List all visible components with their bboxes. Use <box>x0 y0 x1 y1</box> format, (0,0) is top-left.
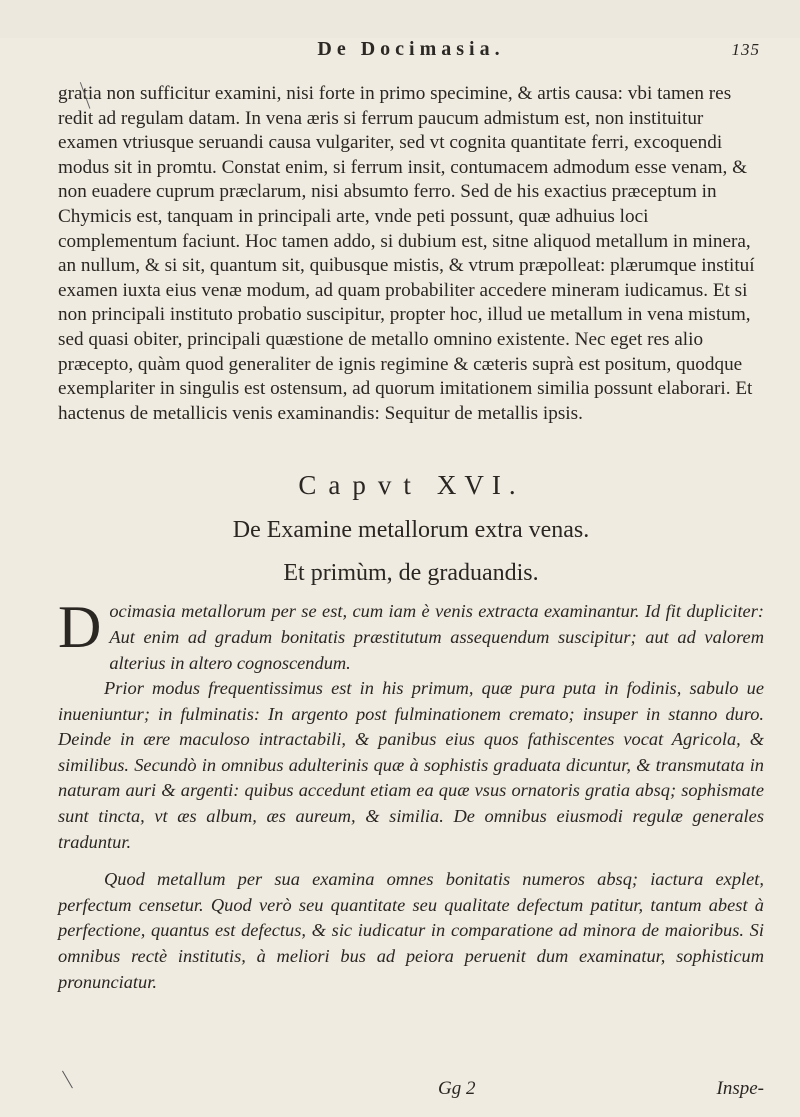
body-text <box>58 82 764 426</box>
page-number: 135 <box>731 40 760 59</box>
book-page <box>0 38 800 1117</box>
chapter-heading <box>58 470 764 501</box>
italic-paragraph-first <box>58 594 764 676</box>
italic-paragraph-text: ocimasia metallorum per se est, cum iam è venis extracta examinantur. Id fit dupliciter: Aut enim ad gradum bonitatis præstitutum assequendum suscipitur; aut ad valorem alterius in altero cognoscendum. <box>109 601 764 673</box>
chapter-subtitle: Et primùm, de graduandis. <box>283 560 539 587</box>
running-title: De Docimasia. <box>317 38 505 60</box>
italic-text-block <box>58 594 764 995</box>
body-paragraph: gratia non sufficitur examini, nisi forte in primo specimine, & artis causa: vbi tamen res redit ad regulam datam. In vena æris si ferrum paucum admistum est, non instituitur examen vtriusque seruandi causa vulgariter, sed vt cognita quantitate ferri, excoquendi modus sit in promtu. Constat enim, si ferrum insit, contumacem admodum esse venam, & non euadere cuprum præclarum, nisi absumto ferro. Sed de his exactius præceptum in Chymicis est, tanquam in principali arte, vnde peti possunt, quæ adhuius loci complementum faciunt. Hoc tamen addo, si dubium est, sitne aliquod metallum in minera, an nullum, & si sit, quantum sit, quibusque mistis, & vtrum præpolleat: plærumque instituí examen iuxta eius venæ modum, ad quam probabiliter accedere mineram iudicamus. Et si non principali instituto probatio suscipitur, propter hoc, illud ue metallum in vena mistum, sed quasi obiter, principali quæstione de metallo omnino existente. Nec eget res alio præcepto, quàm quod generaliter de ignis regimine & cæteris suprà est positum, quodque exemplariter in singulis est ostensum, ad quorum imitationem similia possunt elaborari. Et hactenus de metallicis venis examinandis: Sequitur de metallis ipsis. <box>58 83 755 424</box>
catchword: Inspe- <box>716 1078 764 1099</box>
italic-paragraph: Quod metallum per sua examina omnes bonitatis numeros absq; iactura explet, perfectum censetur. Quod verò seu quantitate seu qualitate defectum patitur, tantum abest à perfectione, quantus est defectus, & sic iudicatur in comparatione ad minora de maioribus. Si omnibus rectè institutis, à meliori bus ad peiora peruenit dum examinatur, sophisticum pronunciatur. <box>58 869 764 992</box>
italic-paragraph: Prior modus frequentissimus est in his primum, quæ pura puta in fodinis, sabulo ue inueniuntur; in fulminatis: In argento post fulminationem cremato; insuper in stanno duro. Deinde in ære maculoso intractabili, & panibus eius quos fathiscentes vocat Agricola, & similibus. Secundò in omnibus adulterinis quæ à sophistis graduata dicuntur, & transmutata in naturam auri & argenti: quibus accedunt etiam ea quæ vsus ornatoris gratia absq; sophismate sunt tincta, vt æs album, æs aureum, & similia. De omnibus eiusmodi regulæ generales traduntur. <box>58 678 764 852</box>
running-head <box>58 38 764 82</box>
signature-mark: Gg 2 <box>438 1078 476 1099</box>
corner-mark <box>62 1064 85 1089</box>
page-footer <box>58 1078 764 1108</box>
chapter-title: De Examine metallorum extra venas. <box>232 517 590 544</box>
chapter-number: XVI. <box>436 470 524 501</box>
drop-capital: D <box>58 594 102 661</box>
chapter-label: Capvt <box>298 470 423 501</box>
